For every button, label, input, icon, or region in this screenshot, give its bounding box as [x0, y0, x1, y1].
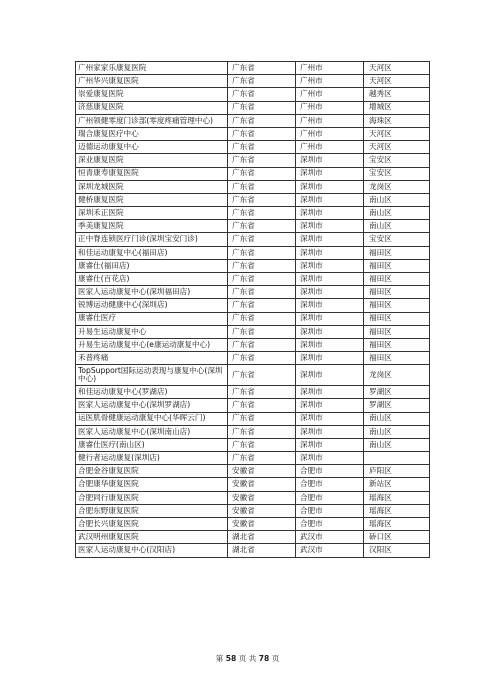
- institution-name-cell: 合肥康华康复医院: [76, 478, 228, 491]
- institution-name-cell: 禾普疼痛: [76, 352, 228, 365]
- institution-name-cell: 深圳禾正医院: [76, 207, 228, 220]
- district-cell: 福田区: [364, 338, 430, 351]
- city-cell: 广州市: [296, 114, 364, 127]
- city-cell: 合肥市: [296, 504, 364, 517]
- institution-name-cell: 正中脊连锁医疗门诊(深圳宝安门诊): [76, 233, 228, 246]
- district-cell: 宝安区: [364, 233, 430, 246]
- table-row: [76, 88, 430, 101]
- table-row: [76, 154, 430, 167]
- rehab-institution-table: [75, 61, 430, 558]
- province-cell: 安徽省: [228, 465, 296, 478]
- province-cell: 安徽省: [228, 518, 296, 531]
- province-cell: 广东省: [228, 220, 296, 233]
- city-cell: 深圳市: [296, 193, 364, 206]
- city-cell: 深圳市: [296, 286, 364, 299]
- institution-name-cell: 医家人运动康复中心(深圳罗湖店): [76, 399, 228, 412]
- province-cell: 广东省: [228, 180, 296, 193]
- city-cell: 深圳市: [296, 352, 364, 365]
- district-cell: 龙岗区: [364, 180, 430, 193]
- table-row: [76, 207, 430, 220]
- table-row: [76, 220, 430, 233]
- institution-name-cell: 合肥同行康复医院: [76, 491, 228, 504]
- city-cell: 深圳市: [296, 233, 364, 246]
- table-row: [76, 504, 430, 517]
- table-row: [76, 62, 430, 75]
- city-cell: 深圳市: [296, 207, 364, 220]
- institution-name-cell: 武汉明州康复医院: [76, 531, 228, 544]
- table-row: [76, 286, 430, 299]
- district-cell: 福田区: [364, 325, 430, 338]
- institution-name-cell: 合肥长兴康复医院: [76, 518, 228, 531]
- city-cell: 深圳市: [296, 425, 364, 438]
- district-cell: 越秀区: [364, 88, 430, 101]
- table-row: [76, 352, 430, 365]
- table-row: [76, 259, 430, 272]
- province-cell: 广东省: [228, 399, 296, 412]
- province-cell: 广东省: [228, 127, 296, 140]
- province-cell: 广东省: [228, 75, 296, 88]
- institution-name-cell: 康睿仕(福田店): [76, 259, 228, 272]
- current-page-number: 58: [225, 654, 237, 663]
- city-cell: 深圳市: [296, 386, 364, 399]
- district-cell: 罗湖区: [364, 399, 430, 412]
- table-row: [76, 246, 430, 259]
- city-cell: 深圳市: [296, 167, 364, 180]
- institution-name-cell: 医家人运动康复中心(深圳南山店): [76, 425, 228, 438]
- district-cell: 福田区: [364, 286, 430, 299]
- total-page-number: 78: [258, 654, 270, 663]
- city-cell: 深圳市: [296, 365, 364, 386]
- city-cell: 深圳市: [296, 338, 364, 351]
- district-cell: 增城区: [364, 101, 430, 114]
- district-cell: 天河区: [364, 75, 430, 88]
- city-cell: 广州市: [296, 88, 364, 101]
- province-cell: 广东省: [228, 273, 296, 286]
- institution-name-cell: 合肥东野康复医院: [76, 504, 228, 517]
- city-cell: 武汉市: [296, 544, 364, 557]
- district-cell: 福田区: [364, 246, 430, 259]
- district-cell: 天河区: [364, 141, 430, 154]
- city-cell: 广州市: [296, 62, 364, 75]
- district-cell: 福田区: [364, 273, 430, 286]
- table-body: [76, 62, 430, 558]
- institution-name-cell: 季美康复医院: [76, 220, 228, 233]
- footer-middle: 页 共: [238, 654, 257, 663]
- table-row: [76, 167, 430, 180]
- table-row: [76, 399, 430, 412]
- table-row: [76, 273, 430, 286]
- district-cell: 宝安区: [364, 167, 430, 180]
- table-row: [76, 491, 430, 504]
- district-cell: 瑶海区: [364, 491, 430, 504]
- table-row: [76, 478, 430, 491]
- table-row: [76, 412, 430, 425]
- district-cell: 宝安区: [364, 154, 430, 167]
- institution-name-cell: 健桥康复医院: [76, 193, 228, 206]
- table-row: [76, 101, 430, 114]
- table-row: [76, 180, 430, 193]
- institution-name-cell: 崇爱康复医院: [76, 88, 228, 101]
- province-cell: 广东省: [228, 452, 296, 465]
- province-cell: 广东省: [228, 425, 296, 438]
- institution-name-cell: 广州华兴康复医院: [76, 75, 228, 88]
- province-cell: 广东省: [228, 286, 296, 299]
- institution-name-cell: 康睿仕医疗(南山区): [76, 438, 228, 451]
- table-row: [76, 452, 430, 465]
- table-row: [76, 141, 430, 154]
- province-cell: 广东省: [228, 438, 296, 451]
- table-row: [76, 465, 430, 478]
- district-cell: 天河区: [364, 127, 430, 140]
- table-row: [76, 365, 430, 386]
- institution-name-cell: 康睿仕医疗: [76, 312, 228, 325]
- province-cell: 广东省: [228, 365, 296, 386]
- table-row: [76, 438, 430, 451]
- province-cell: 广东省: [228, 299, 296, 312]
- city-cell: 合肥市: [296, 478, 364, 491]
- district-cell: 庐阳区: [364, 465, 430, 478]
- institution-name-cell: 广州领健零度门诊部(零度疼痛管理中心): [76, 114, 228, 127]
- city-cell: 深圳市: [296, 259, 364, 272]
- footer-suffix: 页: [271, 654, 280, 663]
- district-cell: 硚口区: [364, 531, 430, 544]
- district-cell: 福田区: [364, 312, 430, 325]
- district-cell: 海珠区: [364, 114, 430, 127]
- province-cell: 广东省: [228, 114, 296, 127]
- province-cell: 广东省: [228, 352, 296, 365]
- city-cell: 广州市: [296, 141, 364, 154]
- institution-name-cell: 医家人运动康复中心(深圳福田店): [76, 286, 228, 299]
- city-cell: 合肥市: [296, 518, 364, 531]
- city-cell: 深圳市: [296, 325, 364, 338]
- district-cell: 福田区: [364, 259, 430, 272]
- city-cell: 深圳市: [296, 312, 364, 325]
- district-cell: 新站区: [364, 478, 430, 491]
- district-cell: 南山区: [364, 425, 430, 438]
- province-cell: 广东省: [228, 246, 296, 259]
- district-cell: 南山区: [364, 193, 430, 206]
- province-cell: 广东省: [228, 62, 296, 75]
- institution-name-cell: 升易生运动康复中心: [76, 325, 228, 338]
- city-cell: 深圳市: [296, 299, 364, 312]
- province-cell: 广东省: [228, 233, 296, 246]
- city-cell: 深圳市: [296, 154, 364, 167]
- table-row: [76, 425, 430, 438]
- table-row: [76, 233, 430, 246]
- city-cell: 广州市: [296, 75, 364, 88]
- province-cell: 广东省: [228, 386, 296, 399]
- institution-name-cell: 深业康复医院: [76, 154, 228, 167]
- table-row: [76, 386, 430, 399]
- table-row: [76, 544, 430, 557]
- province-cell: 广东省: [228, 312, 296, 325]
- province-cell: 广东省: [228, 412, 296, 425]
- district-cell: 天河区: [364, 62, 430, 75]
- city-cell: 合肥市: [296, 491, 364, 504]
- province-cell: 广东省: [228, 193, 296, 206]
- institution-name-cell: 升易生运动康复中心(e康运动康复中心): [76, 338, 228, 351]
- city-cell: 深圳市: [296, 399, 364, 412]
- institution-name-cell: 康睿仕(百花店): [76, 273, 228, 286]
- table-row: [76, 127, 430, 140]
- table-row: [76, 312, 430, 325]
- district-cell: 汉阳区: [364, 544, 430, 557]
- district-cell: 南山区: [364, 207, 430, 220]
- institution-name-cell: 合肥金谷康复医院: [76, 465, 228, 478]
- footer-prefix: 第: [215, 654, 224, 663]
- city-cell: 深圳市: [296, 273, 364, 286]
- city-cell: 深圳市: [296, 438, 364, 451]
- city-cell: 深圳市: [296, 180, 364, 193]
- table-row: [76, 193, 430, 206]
- district-cell: [364, 452, 430, 465]
- city-cell: 合肥市: [296, 465, 364, 478]
- province-cell: 广东省: [228, 88, 296, 101]
- city-cell: 深圳市: [296, 220, 364, 233]
- institution-name-cell: 恒青康寿康复医院: [76, 167, 228, 180]
- institution-name-cell: 和佳运动康复中心(罗湖店): [76, 386, 228, 399]
- district-cell: 龙岗区: [364, 365, 430, 386]
- city-cell: 广州市: [296, 127, 364, 140]
- institution-name-cell: 运医肌骨健康运动康复中心(华晖云门): [76, 412, 228, 425]
- city-cell: 广州市: [296, 101, 364, 114]
- province-cell: 广东省: [228, 154, 296, 167]
- institution-name-cell: 济慈康复医院: [76, 101, 228, 114]
- institution-name-cell: 迈德运动康复中心: [76, 141, 228, 154]
- city-cell: 深圳市: [296, 412, 364, 425]
- institution-name-cell: 深圳龙城医院: [76, 180, 228, 193]
- table-row: [76, 325, 430, 338]
- table-row: [76, 75, 430, 88]
- table-row: [76, 114, 430, 127]
- table-row: [76, 531, 430, 544]
- district-cell: 南山区: [364, 438, 430, 451]
- district-cell: 福田区: [364, 352, 430, 365]
- district-cell: 瑶海区: [364, 504, 430, 517]
- institution-name-cell: 健行者运动康复(深圳店): [76, 452, 228, 465]
- table-row: [76, 338, 430, 351]
- district-cell: 福田区: [364, 299, 430, 312]
- institution-name-cell: 和佳运动康复中心(福田店): [76, 246, 228, 259]
- city-cell: 深圳市: [296, 452, 364, 465]
- institution-name-cell: 广州家家乐康复医院: [76, 62, 228, 75]
- city-cell: 深圳市: [296, 246, 364, 259]
- institution-name-cell: TopSupport国际运动表现与康复中心(深圳中心): [76, 365, 228, 386]
- district-cell: 瑶海区: [364, 518, 430, 531]
- district-cell: 南山区: [364, 220, 430, 233]
- institution-name-cell: 瑞合康复医疗中心: [76, 127, 228, 140]
- province-cell: 广东省: [228, 101, 296, 114]
- table-row: [76, 299, 430, 312]
- province-cell: 安徽省: [228, 504, 296, 517]
- institution-name-cell: 锐博运动健康中心(深圳店): [76, 299, 228, 312]
- province-cell: 安徽省: [228, 478, 296, 491]
- page-footer: [0, 653, 495, 664]
- province-cell: 广东省: [228, 167, 296, 180]
- province-cell: 广东省: [228, 259, 296, 272]
- district-cell: 罗湖区: [364, 386, 430, 399]
- province-cell: 广东省: [228, 207, 296, 220]
- province-cell: 广东省: [228, 141, 296, 154]
- province-cell: 湖北省: [228, 544, 296, 557]
- province-cell: 安徽省: [228, 491, 296, 504]
- province-cell: 广东省: [228, 338, 296, 351]
- table-row: [76, 518, 430, 531]
- city-cell: 武汉市: [296, 531, 364, 544]
- province-cell: 广东省: [228, 325, 296, 338]
- province-cell: 湖北省: [228, 531, 296, 544]
- institution-name-cell: 医家人运动康复中心(汉阳店): [76, 544, 228, 557]
- district-cell: 南山区: [364, 412, 430, 425]
